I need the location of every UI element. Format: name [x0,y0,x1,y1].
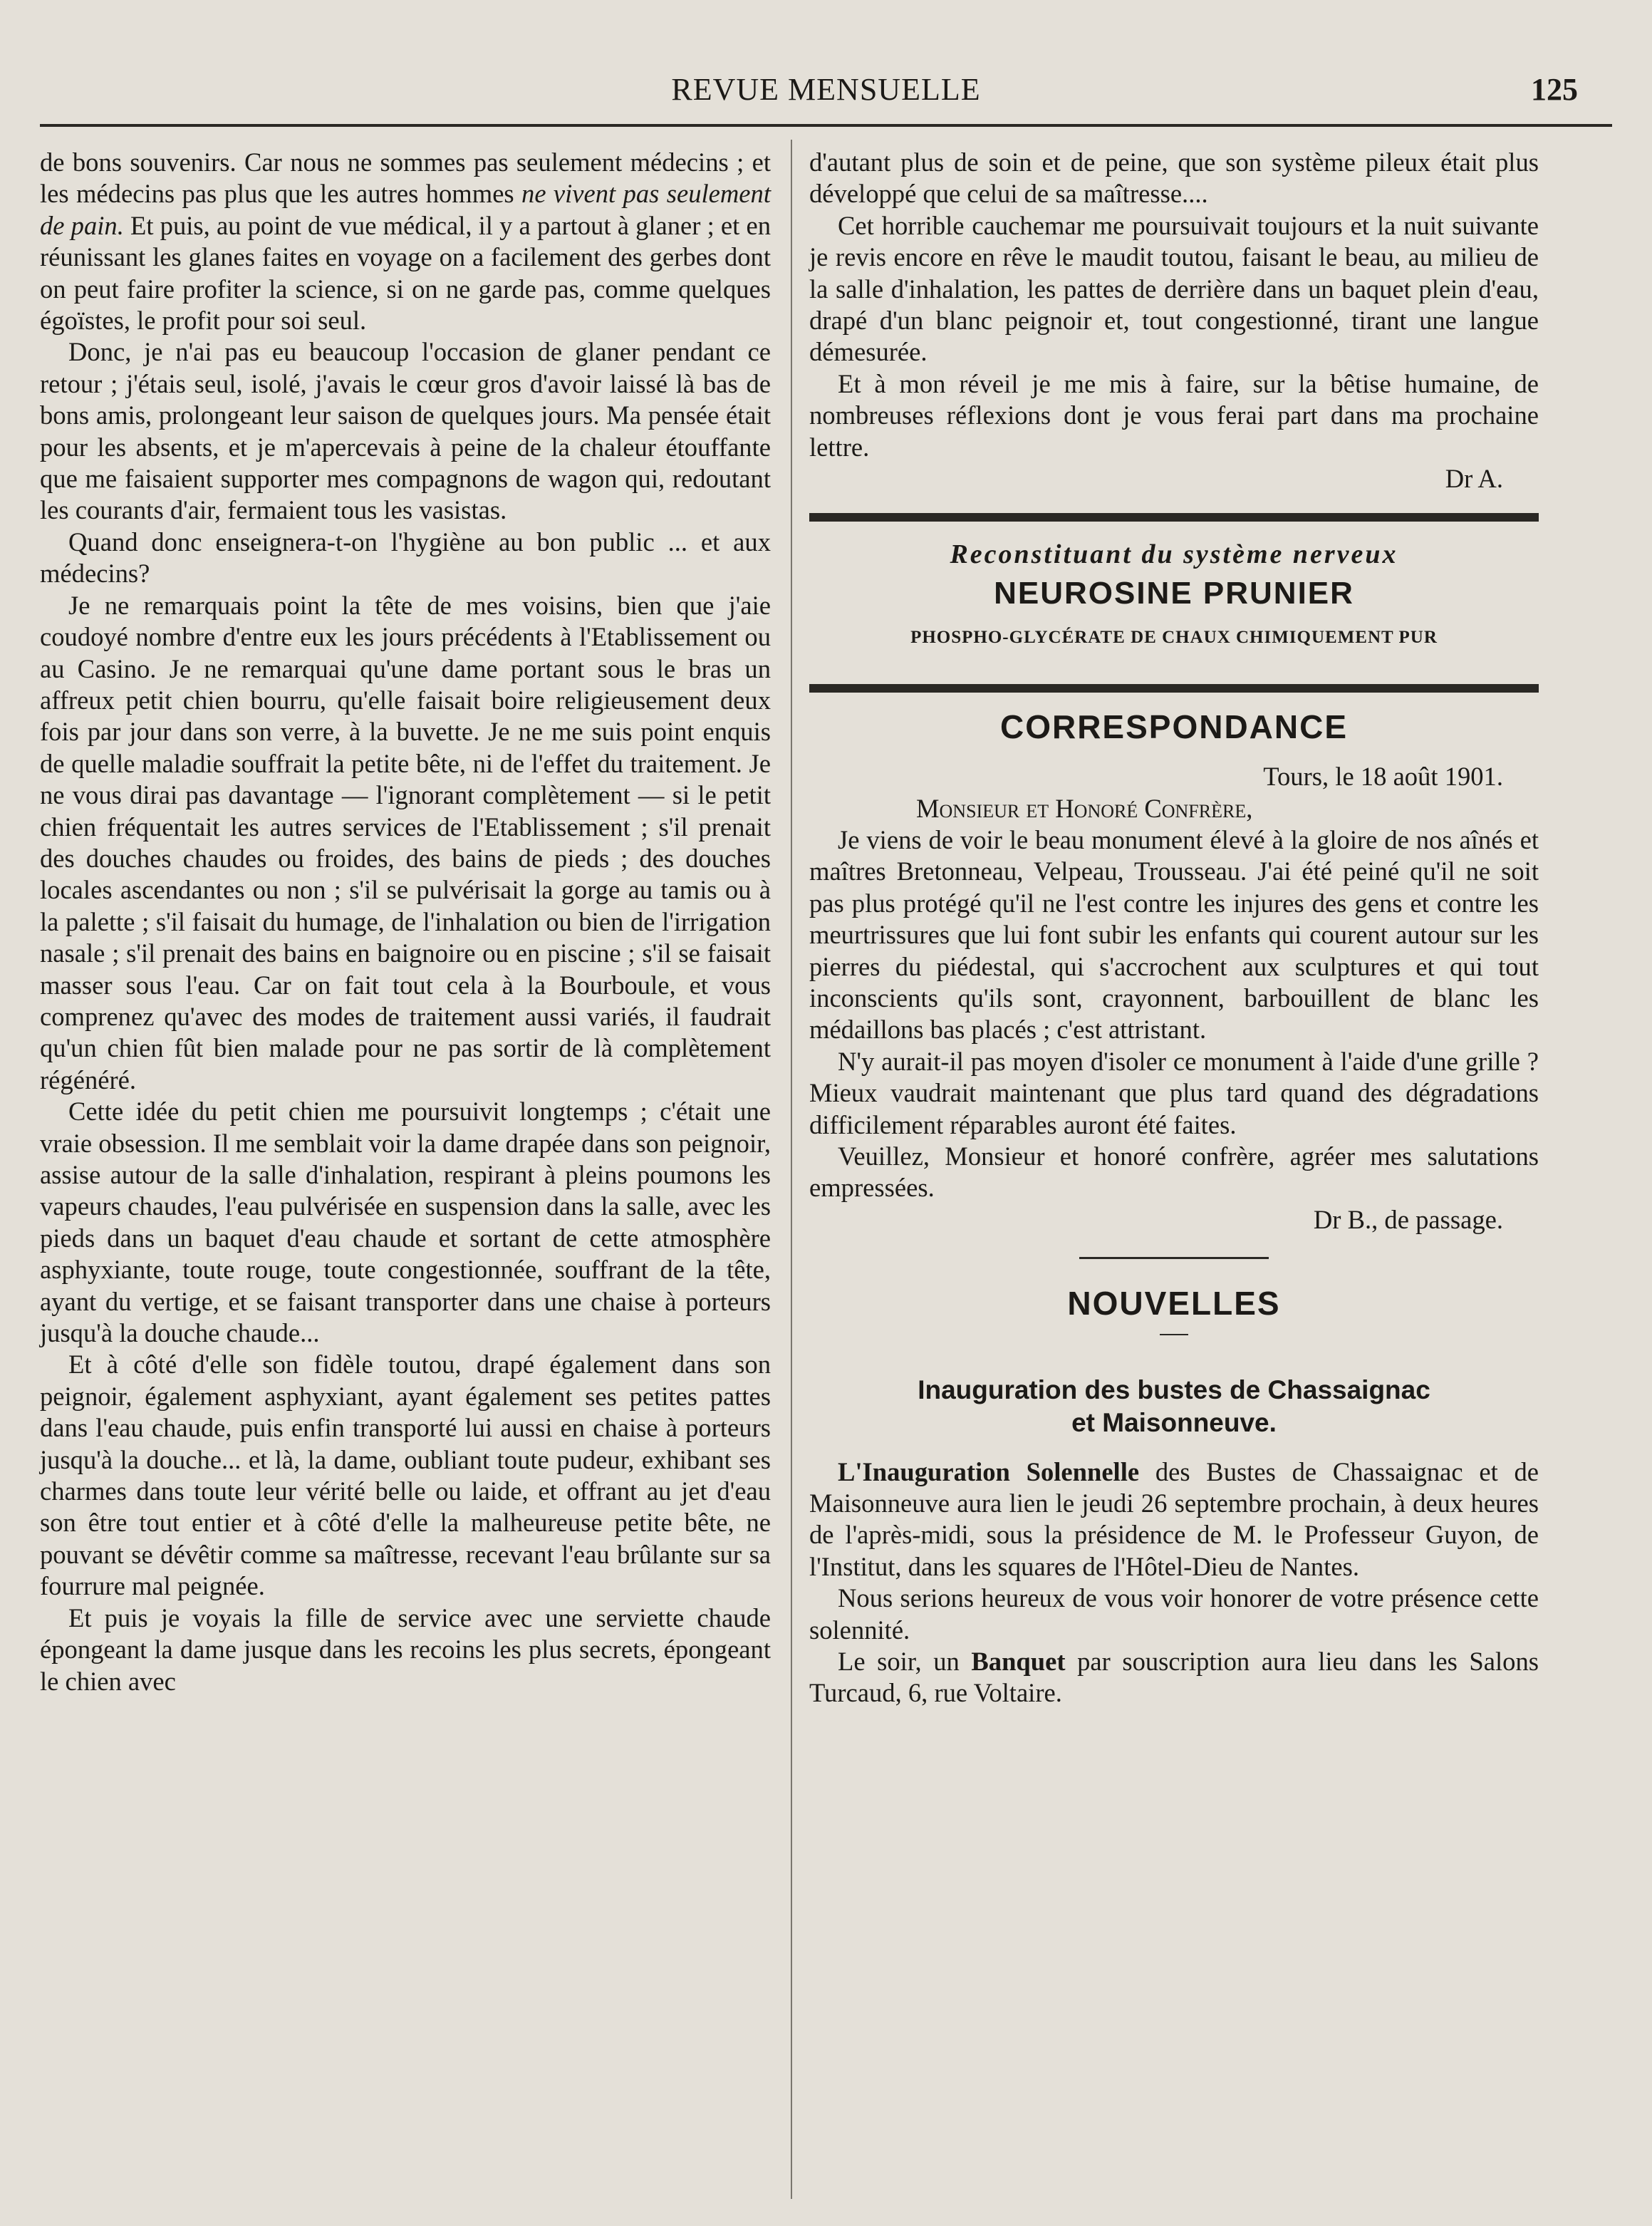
header-rule [40,124,1612,127]
running-head [40,71,1612,114]
column-divider [791,140,792,2199]
nouvelles-heading: NOUVELLES [1067,1285,1281,1322]
right-paragraph-2: Cet horrible cauchemar me poursuivait toujours et la nuit suivante je revis encore en rêve le maudit toutou, faisant le beau, au milieu de la salle d'inhalation, les pattes de derrière dans un baquet plein d'eau, drapé d'un blanc peignoir et, tout congestionné, tirant une langue démesurée. [809,210,1539,367]
right-paragraph-1: d'autant plus de soin et de peine, que son système pileux était plus développé que celui de sa maîtresse.... [809,147,1539,209]
letter-signature: Dr B., de passage. [1313,1204,1503,1234]
left-paragraph-6: Et à côté d'elle son fidèle toutou, drapé également dans son peignoir, également asphyxiant, ayant également ses petites pattes dans l'eau chaude, puis enfin transporté lui aussi en chaise à porteurs jusqu'à la douche... et là, la dame, oubliant toute pudeur, exhibant ses charmes dans toute leur vérité belle ou laide, et offrant au jet d'eau son être tout entier et à côté d'elle la malheureuse petite bête, ne pouvant se dévêtir comme sa maîtresse, recevant l'eau brûlante sur sa fourrure mal peignée. [40,1350,771,1601]
advert-tagline: Reconstituant du système nerveux [950,539,1398,570]
left-paragraph-1 [40,147,771,336]
letter-paragraph-2: N'y aurait-il pas moyen d'isoler ce monument à l'aide d'une grille ? Mieux vaudrait maintenant que plus tard quand des dégradations difficilement réparables auront été faites. [809,1046,1539,1139]
letter-place-date: Tours, le 18 août 1901. [1263,762,1503,792]
left-column [40,147,771,1697]
left-paragraph-7: Et puis je voyais la fille de service avec une serviette chaude épongeant la dame jusque dans les recoins les plus secrets, épongeant le chien avec [40,1603,771,1696]
letter-salutation: Monsieur et Honoré Confrère, [916,793,1253,823]
left-paragraph-4: Je ne remarquais point la tête de mes voisins, bien que j'aie coudoyé nombre d'entre eux les jours précédents à l'Etablissement ou au Casino. Je ne remarquai qu'une dame portant sous le bras un affreux petit chien bourru, qu'elle faisait boire religieusement deux fois par jour dans son verre, à la buvette. Je ne me suis point enquis de quelle maladie souffrait la petite bête, ni de l'effet du traitement. Je ne vous dirai pas davantage — l'ignorant complètement — si le petit chien fréquentait les autres services de l'Etablissement ; s'il prenait des douches chaudes ou froides, des bains de pieds ; des douches locales ascendantes ou non ; s'il se pulvérisait la gorge au tamis ou à la palette ; s'il faisait du humage, de l'inhalation ou bien de l'irrigation nasale ; s'il prenait des bains en baignoire ou en piscine ; s'il se faisait masser sous l'eau. Car on fait tout cela à la Bourboule, et vous comprenez qu'avec des modes de traitement aussi variés, il faudrait qu'un chien fût bien malade pour ne pas sortir de là complètement régénéré. [40,590,771,1094]
section-separator [1079,1257,1269,1259]
news-paragraph-3 [809,1646,1539,1709]
left-paragraph-2: Donc, je n'ai pas eu beaucoup l'occasion de glaner pendant ce retour ; j'étais seul, isolé, j'avais le cœur gros d'avoir laissé là bas de bons amis, prolongeant leur saison de quelques jours. Ma pensée était pour les absents, et je m'apercevais à peine de la chaleur étouffante que me faisaient supporter mes compagnons de wagon qui, redoutant les courants d'air, fermaient tous les vasistas. [40,337,771,525]
news-subtitle-line-1: Inauguration des bustes de Chassaignac [918,1375,1430,1404]
advert-bottom-rule [809,684,1539,693]
news-subtitle-line-2: et Maisonneuve. [1071,1407,1277,1437]
right-paragraph-3: Et à mon réveil je me mis à faire, sur la bêtise humaine, de nombreuses réflexions dont je vous ferai part dans ma prochaine lettre. [809,368,1539,462]
letter-paragraph-1: Je viens de voir le beau monument élevé à la gloire de nos aînés et maîtres Bretonneau, Velpeau, Trousseau. J'ai été peiné qu'il ne soit pas plus protégé qu'il ne l'est contre les injures des gens et contre les meurtrissures que lui font subir les enfants qui courent autour sur les pierres du piédestal, qui s'accrochent aux sculptures et qui tout inconscients qu'ils sont, crayonnent, barbouillent de blanc les médaillons bas placés ; c'est attristant. [809,824,1539,1045]
news-paragraph-2: Nous serions heureux de vous voir honorer de votre présence cette solennité. [809,1583,1539,1645]
bold-lead: L'Inauguration Solennelle [838,1456,1140,1486]
paragraph-text: des Bustes de Chassaignac et de Maisonneuve aura lien le jeudi 26 septembre prochain, à deux heures de l'après-midi, sous la présidence de M. le Professeur Guyon, de l'Institut, dans les squares de l'Hôtel-Dieu de Nantes. [809,1456,1539,1581]
left-paragraph-5: Cette idée du petit chien me poursuivit longtemps ; c'était une vraie obsession. Il me semblait voir la dame drapée dans son peignoir, assise autour de la salle d'inhalation, respirant à pleins poumons les vapeurs chaudes, l'eau pulvérisée en suspension dans la salle, avec les pieds dans un baquet d'eau chaude et sortant de cette atmosphère asphyxiante, toute rouge, toute congestionnée, souffrant de la tête, ayant du vertige, et se faisant transporter dans une chaise à porteurs jusqu'à la douche chaude... [40,1097,771,1348]
advert-subline: PHOSPHO-GLYCÉRATE DE CHAUX CHIMIQUEMENT PUR [910,628,1438,648]
italic-phrase: ne vivent pas seulement de pain. [40,179,771,240]
paragraph-text: Et puis, au point de vue médical, il y a partout à glaner ; et en réunissant les glanes faites en voyage on a facilement des gerbes dont on peut faire profiter la science, si on ne garde pas, comme quelques égoïstes, le profit pour soi seul. [40,210,772,336]
signature-dr-a: Dr A. [1445,464,1503,494]
advert-top-rule [809,513,1539,522]
paragraph-text: par souscription aura lieu dans les Salons Turcaud, 6, rue Voltaire. [809,1647,1539,1708]
left-paragraph-3: Quand donc enseignera-t-on l'hygiène au bon public ... et aux médecins? [40,527,771,589]
journal-title: REVUE MENSUELLE [671,72,981,107]
advert-brand: NEUROSINE PRUNIER [994,575,1354,611]
paragraph-text: Le soir, un [838,1647,960,1677]
news-paragraph-1 [809,1456,1539,1583]
nouvelles-dash [1160,1334,1188,1335]
letter-paragraph-3: Veuillez, Monsieur et honoré confrère, agréer mes salutations empressées. [809,1141,1539,1203]
correspondance-heading: CORRESPONDANCE [999,708,1349,745]
right-column [809,147,1539,1709]
bold-word: Banquet [971,1647,1066,1677]
paragraph-text: de bons souvenirs. Car nous ne sommes pas seulement médecins ; et les médecins pas plus que les autres hommes [40,147,771,209]
page-number: 125 [1531,72,1578,107]
